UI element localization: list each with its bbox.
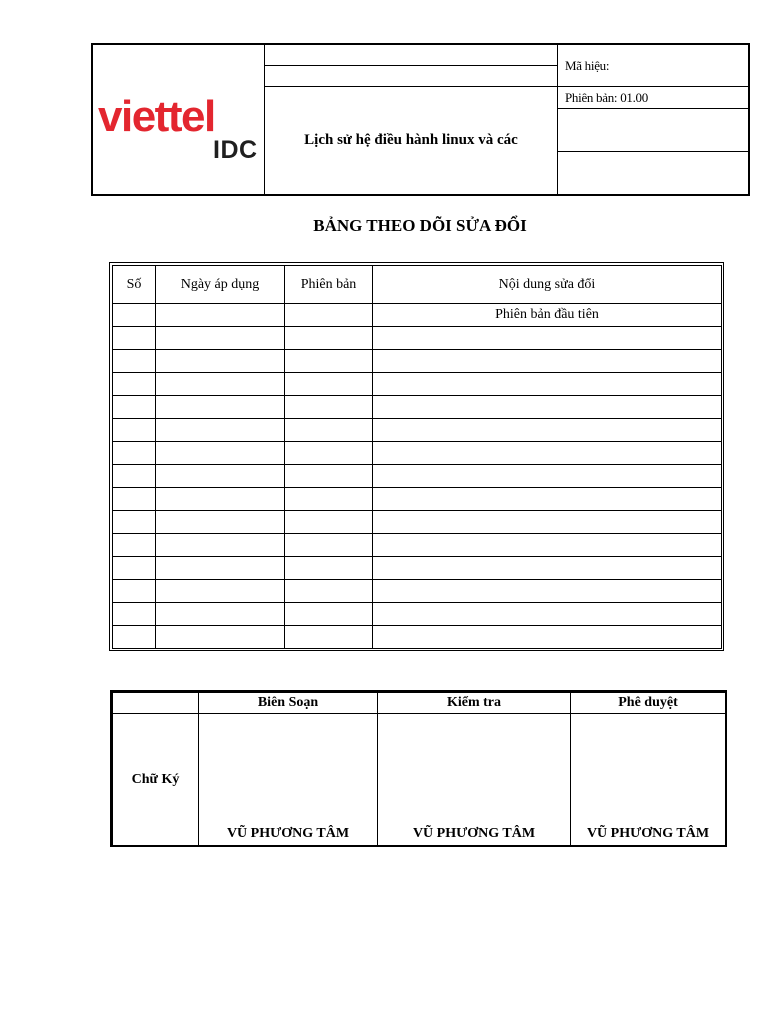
table-row [113, 419, 722, 442]
approval-header-reviewer: Kiểm tra [378, 693, 571, 714]
author-name: VŨ PHƯƠNG TÂM [226, 826, 350, 841]
approval-header-approver: Phê duyệt [571, 693, 726, 714]
table-row [113, 350, 722, 373]
logo-cell [93, 45, 265, 194]
cell-content [373, 373, 722, 396]
cell-date [156, 373, 285, 396]
cell-version [285, 488, 373, 511]
cell-content [373, 580, 722, 603]
approval-header-author: Biên Soạn [199, 693, 378, 714]
cell-version [285, 350, 373, 373]
cell-version [285, 304, 373, 327]
table-row [113, 557, 722, 580]
table-row [113, 511, 722, 534]
cell-number [113, 327, 156, 350]
cell-content: Phiên bản đầu tiên [373, 304, 722, 327]
cell-date [156, 350, 285, 373]
table-row [113, 465, 722, 488]
approval-header-row [113, 693, 726, 714]
table-row [113, 626, 722, 649]
revision-section-title: BẢNG THEO DÕI SỬA ĐỔI [313, 216, 527, 235]
cell-date [156, 465, 285, 488]
version-field [565, 90, 648, 106]
approval-table [112, 692, 726, 847]
revision-table-body [113, 304, 722, 649]
table-row [113, 603, 722, 626]
version-label: Phiên bản: [565, 90, 618, 105]
code-label: Mã hiệu: [565, 58, 610, 73]
cell-number [113, 465, 156, 488]
cell-date [156, 626, 285, 649]
cell-content [373, 396, 722, 419]
cell-date [156, 603, 285, 626]
cell-number [113, 419, 156, 442]
cell-version [285, 580, 373, 603]
cell-date [156, 304, 285, 327]
cell-version [285, 603, 373, 626]
cell-number [113, 442, 156, 465]
reviewer-name: VŨ PHƯƠNG TÂM [412, 826, 536, 841]
document-header [91, 43, 750, 196]
cell-number [113, 626, 156, 649]
cell-content [373, 534, 722, 557]
approver-signature-cell [571, 714, 726, 847]
cell-version [285, 442, 373, 465]
cell-content [373, 442, 722, 465]
table-row [113, 327, 722, 350]
cell-version [285, 327, 373, 350]
cell-number [113, 511, 156, 534]
cell-version [285, 419, 373, 442]
cell-number [113, 350, 156, 373]
cell-date [156, 327, 285, 350]
cell-version [285, 557, 373, 580]
cell-content [373, 350, 722, 373]
column-header-date: Ngày áp dụng [156, 266, 285, 304]
header-divider [557, 151, 750, 152]
cell-number [113, 557, 156, 580]
header-divider [557, 108, 750, 109]
header-divider [557, 45, 558, 194]
cell-version [285, 465, 373, 488]
cell-date [156, 511, 285, 534]
table-row [113, 442, 722, 465]
column-header-content: Nội dung sửa đổi [373, 266, 722, 304]
signature-row-label: Chữ Ký [113, 714, 199, 847]
header-divider [265, 65, 557, 66]
idc-logo-text: IDC [213, 136, 258, 164]
table-row [113, 488, 722, 511]
cell-date [156, 488, 285, 511]
column-header-number: Số [113, 266, 156, 304]
version-value: 01.00 [620, 90, 648, 105]
cell-content [373, 626, 722, 649]
signature-row [113, 714, 726, 847]
cell-content [373, 557, 722, 580]
cell-number [113, 488, 156, 511]
cell-content [373, 603, 722, 626]
cell-number [113, 534, 156, 557]
cell-version [285, 373, 373, 396]
column-header-version: Phiên bản [285, 266, 373, 304]
table-row [113, 373, 722, 396]
cell-content [373, 488, 722, 511]
table-row [113, 304, 722, 327]
table-row [113, 534, 722, 557]
author-signature-cell [199, 714, 378, 847]
cell-version [285, 534, 373, 557]
cell-date [156, 442, 285, 465]
cell-date [156, 534, 285, 557]
cell-number [113, 396, 156, 419]
approver-name: VŨ PHƯƠNG TÂM [586, 826, 710, 841]
cell-date [156, 557, 285, 580]
cell-version [285, 511, 373, 534]
reviewer-signature-cell [378, 714, 571, 847]
cell-content [373, 419, 722, 442]
cell-date [156, 580, 285, 603]
cell-version [285, 626, 373, 649]
table-header-row [113, 266, 722, 304]
cell-content [373, 327, 722, 350]
approval-header-blank [113, 693, 199, 714]
cell-version [285, 396, 373, 419]
table-row [113, 580, 722, 603]
cell-number [113, 603, 156, 626]
viettel-logo: viettel [98, 92, 215, 141]
table-row [113, 396, 722, 419]
document-title: Lịch sử hệ điều hành linux và các [304, 131, 518, 148]
cell-content [373, 511, 722, 534]
cell-date [156, 419, 285, 442]
cell-number [113, 304, 156, 327]
cell-content [373, 465, 722, 488]
header-divider [557, 86, 750, 87]
revision-table [112, 265, 722, 649]
cell-number [113, 373, 156, 396]
cell-number [113, 580, 156, 603]
cell-date [156, 396, 285, 419]
